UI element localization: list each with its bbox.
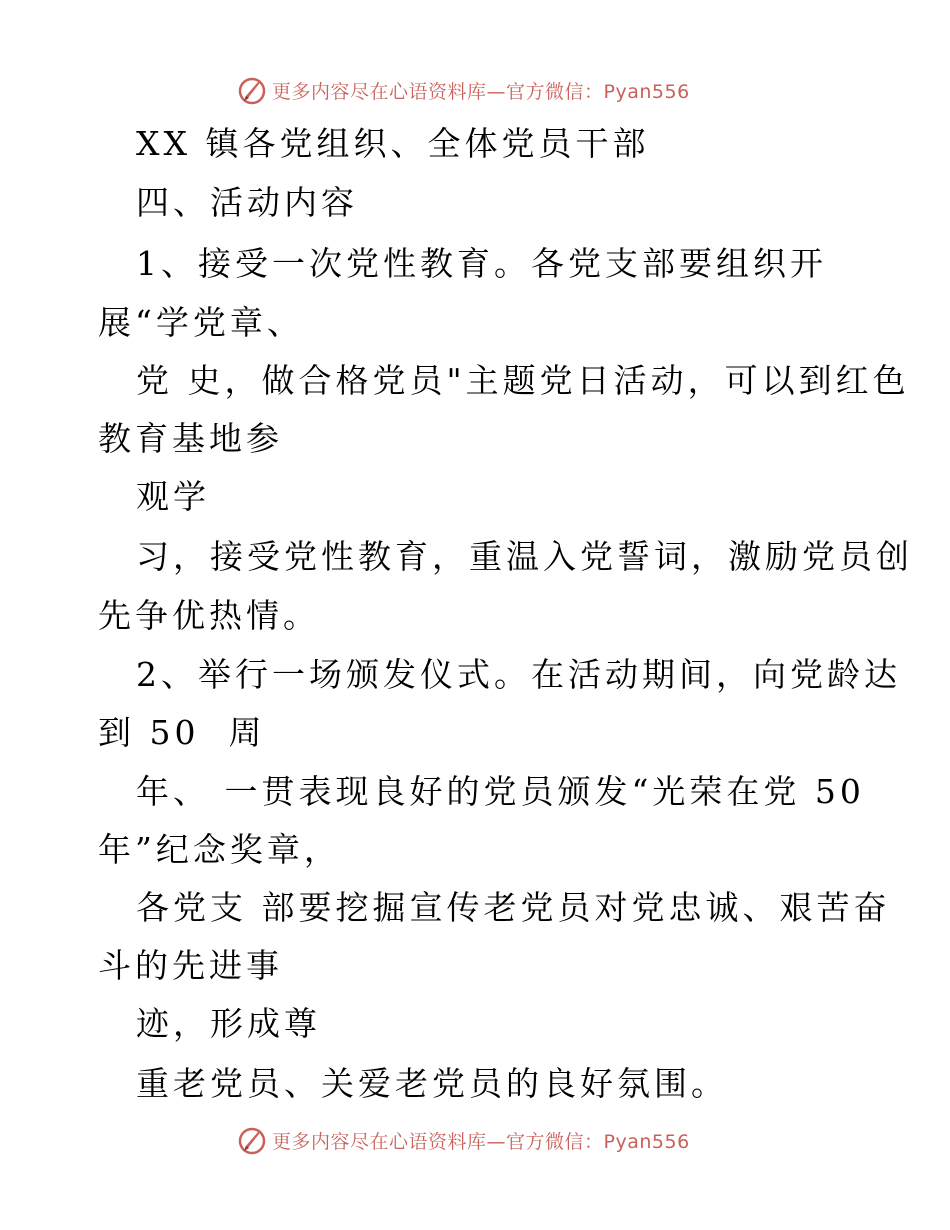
body-line-15: 斗的先进事 bbox=[98, 946, 283, 985]
body-line-11: 到 50 周 bbox=[98, 713, 266, 752]
body-line-14: 各党支 部要挖掘宣传老党员对党忠诚、艰苦奋 bbox=[136, 888, 891, 927]
body-line-4: 展“学党章、 bbox=[98, 303, 304, 342]
body-line-10: 2、举行一场颁发仪式。在活动期间，向党龄达 bbox=[136, 655, 901, 694]
quill-logo-icon bbox=[236, 74, 268, 106]
body-line-13: 年”纪念奖章， bbox=[98, 830, 341, 869]
body-line-9: 先争优热情。 bbox=[98, 596, 320, 635]
section-heading: 四、活动内容 bbox=[136, 183, 358, 222]
body-line-8: 习，接受党性教育，重温入党誓词，激励党员创 bbox=[136, 537, 913, 576]
quill-logo-icon bbox=[236, 1124, 268, 1156]
header-watermark bbox=[236, 72, 690, 108]
body-line-5: 党 史，做合格党员"主题党日活动，可以到红色 bbox=[136, 361, 910, 400]
footer-watermark bbox=[236, 1122, 690, 1158]
body-line-6: 教育基地参 bbox=[98, 419, 283, 458]
body-line-12: 年、 一贯表现良好的党员颁发“光荣在党 50 bbox=[136, 772, 865, 811]
watermark-text: 更多内容尽在心语资料库—官方微信：Pyan556 bbox=[272, 1130, 690, 1153]
body-line-7: 观学 bbox=[136, 477, 210, 516]
watermark-text: 更多内容尽在心语资料库—官方微信：Pyan556 bbox=[272, 80, 690, 103]
body-line-16: 迹，形成尊 bbox=[136, 1004, 321, 1043]
body-line-17: 重老党员、关爱老党员的良好氛围。 bbox=[136, 1064, 728, 1103]
body-line-1: XX 镇各党组织、全体党员干部 bbox=[136, 124, 650, 163]
body-line-3: 1、接受一次党性教育。各党支部要组织开 bbox=[136, 244, 827, 283]
